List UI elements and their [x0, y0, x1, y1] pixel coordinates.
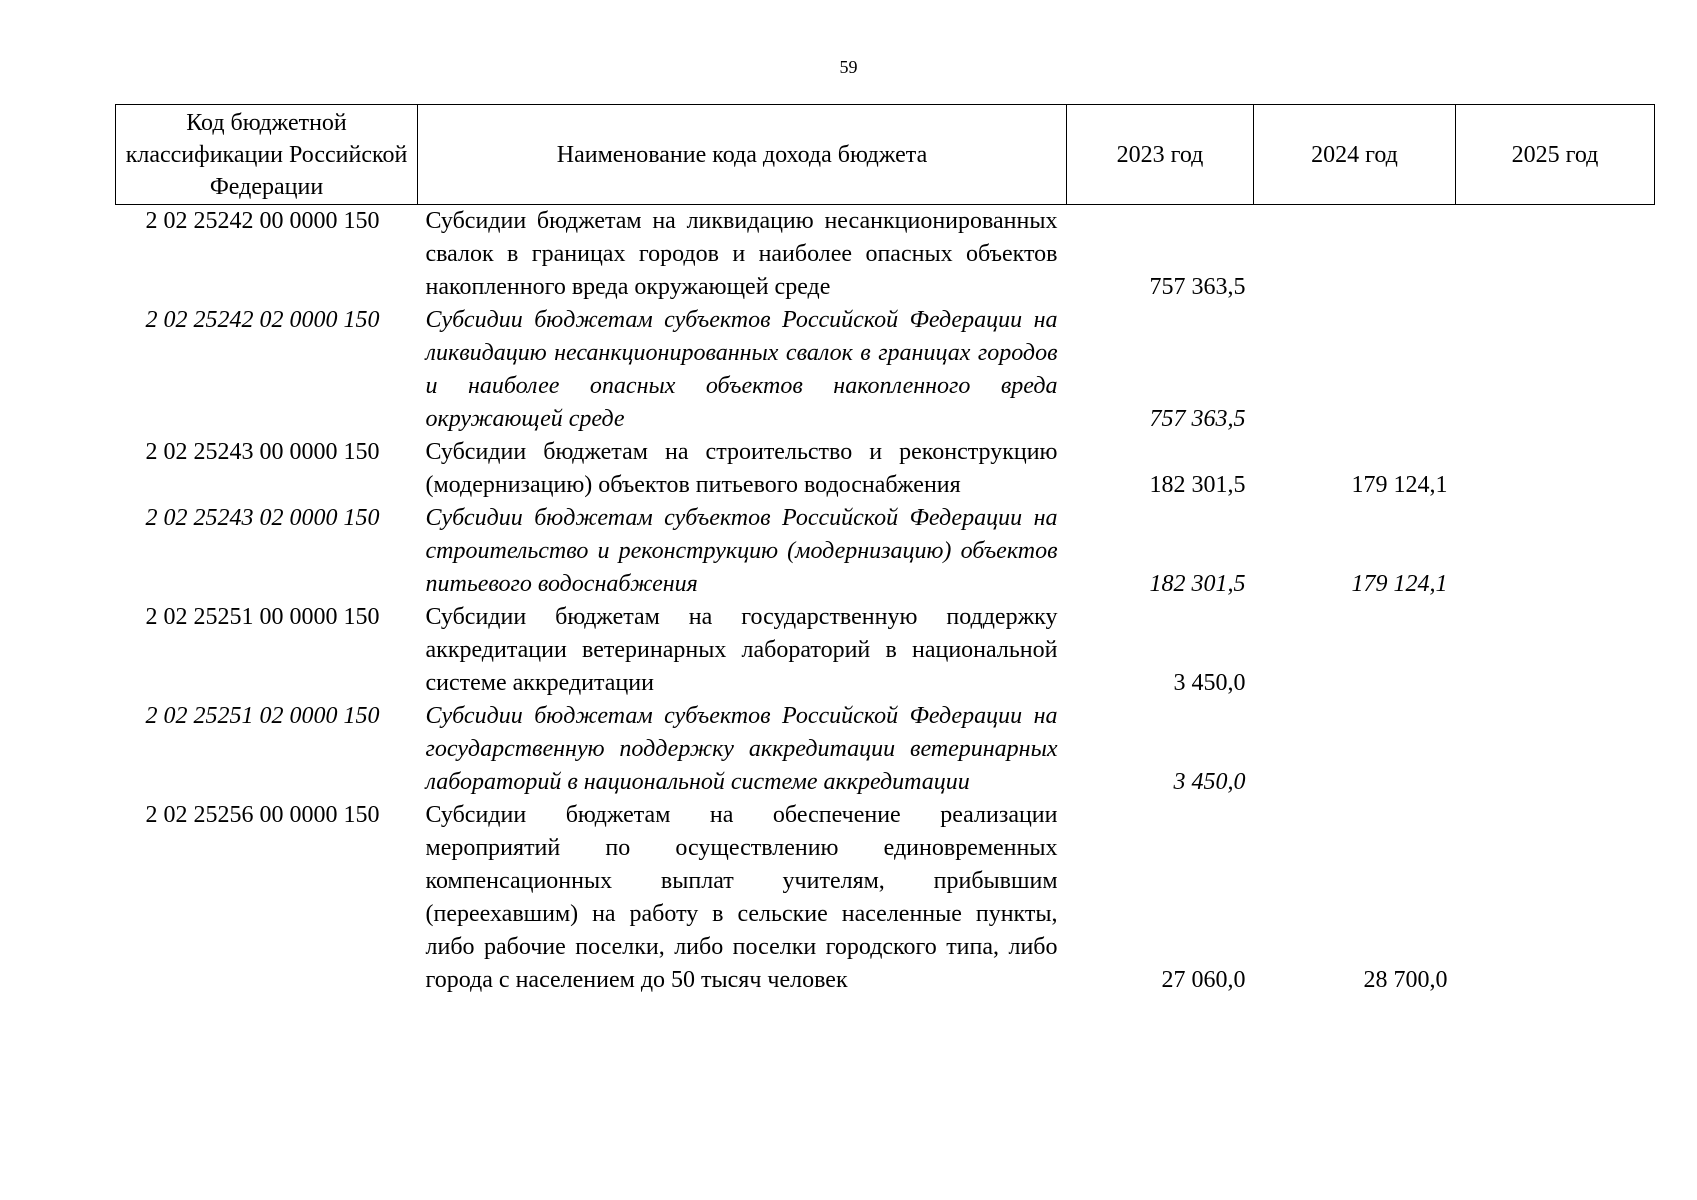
budget-code: 2 02 25243 00 0000 150	[145, 439, 380, 465]
revenue-name: Субсидии бюджетам субъектов Российской Федерации на ликвидацию несанкционированных свалок в границах городов и наиболее опасных объектов накопленного вреда окружающей среде	[425, 307, 1058, 432]
table-row	[116, 601, 1655, 700]
header-revenue-name: Наименование кода дохода бюджета	[418, 105, 1067, 205]
header-year-2024: 2024 год	[1254, 105, 1456, 205]
revenue-name: Субсидии бюджетам на ликвидацию несанкционированных свалок в границах городов и наиболее опасных объектов накопленного вреда окружающей среде	[425, 208, 1058, 300]
amount-2024	[1254, 304, 1456, 436]
amount-2023: 757 363,5	[1149, 406, 1246, 432]
revenue-name: Субсидии бюджетам на обеспечение реализации мероприятий по осуществлению единовременных компенсационных выплат учителям, прибывшим (переехавшим) на работу в сельские населенные пункты, либо рабочие поселки, либо поселки городского типа, либо города с населением до 50 тысяч человек	[425, 802, 1058, 993]
amount-2023: 27 060,0	[1161, 967, 1246, 993]
revenue-name: Субсидии бюджетам субъектов Российской Федерации на государственную поддержку аккредитации ветеринарных лабораторий в национальной системе аккредитации	[425, 703, 1058, 795]
budget-code: 2 02 25251 00 0000 150	[145, 604, 380, 630]
amount-2024: 179 124,1	[1351, 571, 1448, 597]
budget-code: 2 02 25251 02 0000 150	[145, 703, 380, 729]
table-row	[116, 700, 1655, 799]
amount-2024	[1254, 700, 1456, 799]
amount-2025	[1456, 436, 1655, 502]
amount-2025	[1456, 502, 1655, 601]
amount-2024: 179 124,1	[1351, 472, 1448, 498]
revenue-name: Субсидии бюджетам субъектов Российской Федерации на строительство и реконструкцию (модернизацию) объектов питьевого водоснабжения	[425, 505, 1058, 597]
budget-code: 2 02 25256 00 0000 150	[145, 802, 380, 828]
amount-2025	[1456, 799, 1655, 997]
amount-2023: 182 301,5	[1149, 472, 1246, 498]
amount-2024	[1254, 601, 1456, 700]
table-row	[116, 205, 1655, 305]
amount-2024: 28 700,0	[1363, 967, 1448, 993]
table-row	[116, 502, 1655, 601]
table-row	[116, 436, 1655, 502]
amount-2025	[1456, 601, 1655, 700]
amount-2023: 3 450,0	[1173, 769, 1246, 795]
budget-code: 2 02 25242 00 0000 150	[145, 208, 380, 234]
header-year-2023: 2023 год	[1067, 105, 1254, 205]
amount-2024	[1254, 205, 1456, 305]
header-budget-code: Код бюджетной классификации Российской Федерации	[116, 105, 418, 205]
budget-code: 2 02 25242 02 0000 150	[145, 307, 380, 333]
budget-revenue-table	[115, 104, 1655, 997]
table-row	[116, 799, 1655, 997]
amount-2023: 182 301,5	[1149, 571, 1246, 597]
amount-2025	[1456, 304, 1655, 436]
table-header-row	[116, 105, 1655, 205]
amount-2025	[1456, 205, 1655, 305]
budget-code: 2 02 25243 02 0000 150	[145, 505, 380, 531]
amount-2023: 3 450,0	[1173, 670, 1246, 696]
amount-2025	[1456, 700, 1655, 799]
revenue-name: Субсидии бюджетам на государственную поддержку аккредитации ветеринарных лабораторий в национальной системе аккредитации	[425, 604, 1058, 696]
page-number: 59	[839, 57, 858, 77]
revenue-name: Субсидии бюджетам на строительство и реконструкцию (модернизацию) объектов питьевого водоснабжения	[425, 439, 1058, 498]
amount-2023: 757 363,5	[1149, 274, 1246, 300]
header-year-2025: 2025 год	[1456, 105, 1655, 205]
table-row	[116, 304, 1655, 436]
